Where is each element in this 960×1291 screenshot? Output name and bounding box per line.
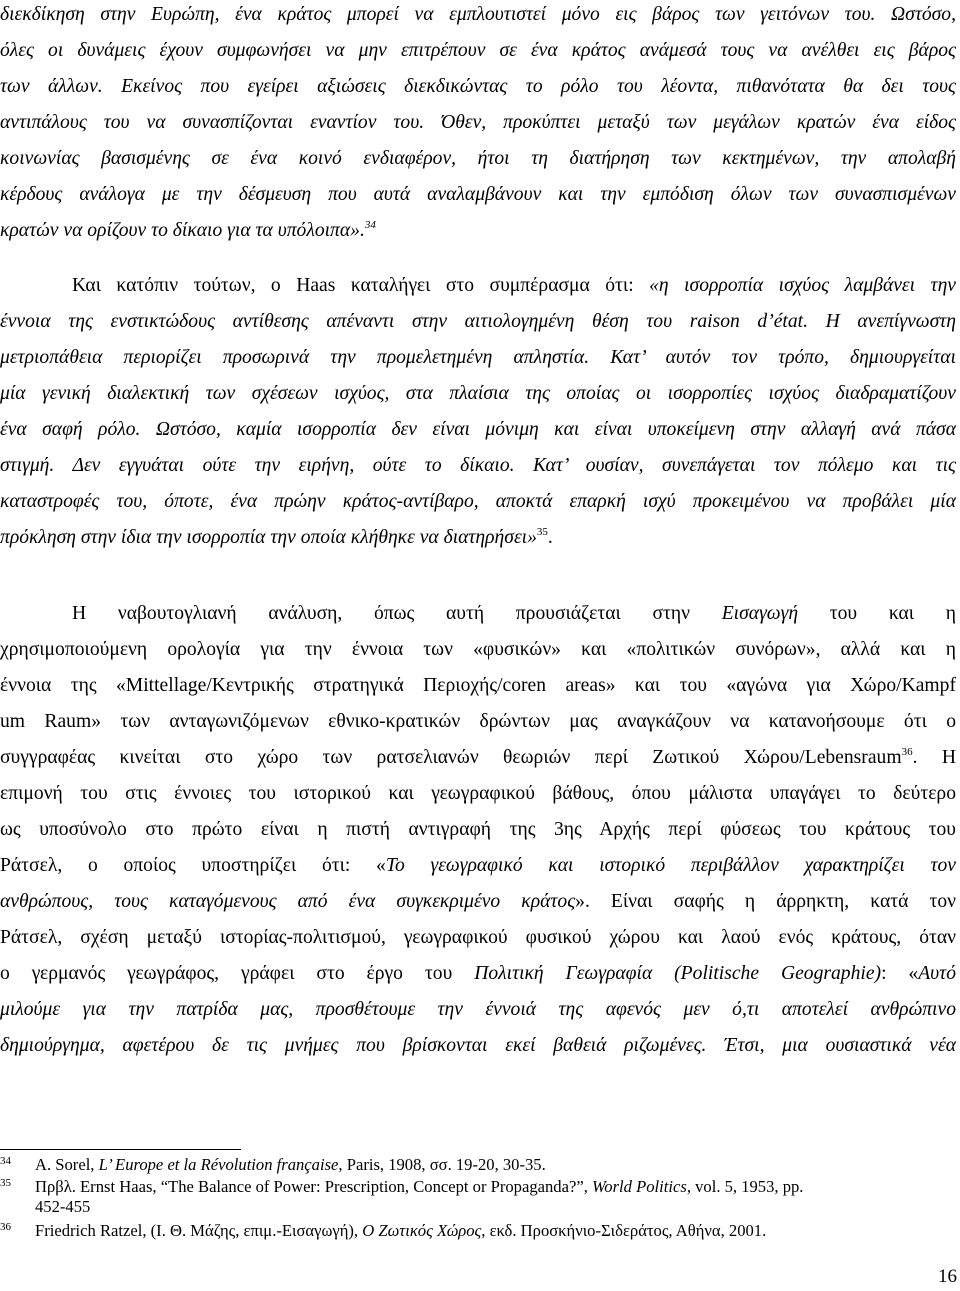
text-run: , εκδ. Προσκήνιο-Σιδεράτος, Αθήνα, 2001.: [481, 1221, 767, 1240]
text-line: έννοια της ενστικτώδους αντίθεσης απέναντι στην αιτιολογημένη θέση του raison d’état. Η ανεπίγνωστη: [0, 311, 956, 332]
footnote-separator: [0, 1149, 241, 1150]
paragraph-haas: [0, 268, 956, 556]
text-run: Και κατόπιν τούτων, ο Haas καταλήγει στο συμπέρασμα ότι:: [72, 275, 650, 296]
footnote-text: [35, 1177, 803, 1197]
text-line: um Raum» των ανταγωνιζόμενων εθνικο-κρατικών δρώντων μας αναγκάζουν να κατανοήσουμε ότι ο: [0, 711, 956, 732]
text-line: δημιούργημα, αφετέρου δε τις μνήμες που βρίσκονται εκεί βαθειά ριζωμένες. Έτσι, μια ουσιαστικά νέα: [0, 1035, 956, 1056]
text-line: ένα σαφή ρόλο. Ωστόσο, καμία ισορροπία δεν είναι μόνιμη και είναι υποκείμενη στην αλλαγή ανά πάσα: [0, 419, 956, 440]
text-line: στιγμή. Δεν εγγυάται ούτε την ειρήνη, ούτε το δίκαιο. Κατ’ ουσίαν, συνεπάγεται τον πόλεμο και τις: [0, 455, 956, 476]
text-run: Η ναβουτογλιανή ανάλυση, όπως αυτή προυσιάζεται στην: [72, 603, 722, 624]
text-line: καταστροφές του, όποτε, ένα πρώην κράτος-αντίβαρο, αποκτά επαρκή ισχύ προκειμένου να προβάλει μία: [0, 491, 956, 512]
text-run: A. Sorel,: [35, 1155, 99, 1174]
text-line: [0, 596, 956, 632]
footnote-number: 36: [0, 1221, 11, 1233]
quote-run: πρόκληση στην ίδια την ισορροπία την οποία κλήθηκε να διατηρήσει»: [0, 527, 537, 548]
text-run: ». Είναι σαφής η άρρηκτη, κατά τον: [575, 891, 956, 912]
italic-run: L’ Europe et la Révolution française: [98, 1155, 339, 1174]
text-run: : «: [881, 963, 919, 984]
text-run: , vol. 5, 1953, pp.: [686, 1177, 804, 1196]
footnote-continuation: 452-455: [35, 1197, 91, 1216]
page-number: 16: [938, 1266, 957, 1287]
quote-run: Το γεωγραφικό και ιστορικό περιβάλλον χαρακτηρίζει τον: [385, 855, 956, 876]
text-line: μιλούμε για την πατρίδα μας, προσθέτουμε την έννοιά της αφενός μεν ό,τι αποτελεί ανθρώπινο: [0, 999, 956, 1020]
text-line: όλες οι δυνάμεις έχουν συμφωνήσει να μην επιτρέπουν σε ένα κράτος ανάμεσά τους να ανέλθει εις βάρος: [0, 40, 956, 61]
text-run: ο γερμανός γεωγράφος, γράφει στο έργο του: [0, 963, 475, 984]
text-line: [0, 268, 956, 304]
text-run: κρατών να ορίζουν το δίκαιο για τα υπόλοιπα».: [0, 220, 365, 241]
text-run: Ράτσελ, ο οποίος υποστηρίζει ότι: «: [0, 855, 386, 876]
text-line: ως υποσύνολο στο πρώτο είναι η πιστή αντιγραφή της 3ης Αρχής περί φύσεως του κράτους του: [0, 819, 956, 840]
text-run: του και η: [798, 603, 956, 624]
quote-run: Αυτό: [918, 963, 956, 984]
text-line: Ράτσελ, σχέση μεταξύ ιστορίας-πολιτισμού, γεωγραφικού φυσικού χώρου και λαού ενός κράτους, όταν: [0, 927, 956, 948]
text-line: [0, 848, 956, 884]
text-line: [0, 884, 956, 920]
text-line: [0, 956, 956, 992]
footnote-text: [35, 1221, 766, 1241]
text-line: χρησιμοποιούμενη ορολογία για την έννοια των «φυσικών» και «πολιτικών συνόρων», αλλά και η: [0, 639, 956, 660]
text-run: Πρβλ. Ernst Haas, “The Balance of Power: Prescription, Concept or Propaganda?”,: [35, 1177, 592, 1196]
text-line: διεκδίκηση στην Ευρώπη, ένα κράτος μπορεί να εμπλουτιστεί μόνο εις βάρος των γειτόνων του. Ωστόσο,: [0, 4, 956, 25]
text-line: κέρδους ανάλογα με την δέσμευση που αυτά αναλαμβάνουν και την εμπόδιση όλων των συνασπισμένων: [0, 184, 956, 205]
text-line: επιμονή του στις έννοιες του ιστορικού και γεωγραφικού βάθους, όπου μάλιστα υπαγάγει το δεύτερο: [0, 783, 956, 804]
footnote-number: 35: [0, 1177, 11, 1189]
text-line: μία γενική διαλεκτική των σχέσεων ισχύος, στα πλαίσια της οποίας οι ισορροπίες ισχύος διαδραματίζουν: [0, 383, 956, 404]
footnote-ref-36[interactable]: 36: [901, 746, 913, 758]
text-line: [0, 213, 956, 249]
text-run: Friedrich Ratzel, (Ι. Θ. Μάζης, επιμ.-Εισαγωγή),: [35, 1221, 363, 1240]
italic-run: Ο Ζωτικός Χώρος: [362, 1221, 482, 1240]
italic-run: Εισαγωγή: [721, 603, 799, 624]
text-line: των άλλων. Εκείνος που εγείρει αξιώσεις διεκδικώντας το ρόλο του λέοντα, πιθανότατα θα δει τους: [0, 76, 956, 97]
text-run: , Paris, 1908, σσ. 19-20, 30-35.: [338, 1155, 546, 1174]
quote-run: ανθρώπους, τους καταγόμενους από ένα συγκεκριμένο κράτος: [0, 891, 576, 912]
paragraph-analysis: [0, 596, 956, 1064]
text-line: έννοια της «Mittellage/Κεντρικής στρατηγικά Περιοχής/coren areas» και του «αγώνα για Χώρο/Kampf: [0, 675, 956, 696]
footnote-ref-35[interactable]: 35: [536, 526, 548, 538]
paragraph-quote-continuation: [0, 0, 956, 249]
text-run: . Η: [912, 747, 956, 768]
italic-run: Πολιτική Γεωγραφία (Politische Geographie): [474, 963, 882, 984]
text-line: μετριοπάθεια περιορίζει προσωρινά την προμελετημένη απληστία. Κατ’ αυτόν τον τρόπο, δημιουργείται: [0, 347, 956, 368]
quote-run: «η ισορροπία ισχύος λαμβάνει την: [649, 275, 956, 296]
italic-run: World Politics: [592, 1177, 687, 1196]
footnote-text: [35, 1155, 546, 1175]
text-line: αντιπάλους του να συνασπίζονται εναντίον του. Όθεν, προκύπτει μεταξύ των μεγάλων κρατών ένα είδος: [0, 112, 956, 133]
footnote-number: 34: [0, 1155, 11, 1167]
text-run: .: [547, 527, 553, 548]
footnote-ref-34[interactable]: 34: [364, 219, 376, 231]
text-line: [0, 520, 956, 556]
text-run: συγγραφέας κινείται στο χώρο των ρατσελιανών θεωριών περί Ζωτικού Χώρου/Lebensraum: [0, 747, 902, 768]
text-line: κοινωνίας βασισμένης σε ένα κοινό ενδιαφέρον, ήτοι τη διατήρηση των κεκτημένων, την απολαβή: [0, 148, 956, 169]
text-line: [0, 740, 956, 776]
